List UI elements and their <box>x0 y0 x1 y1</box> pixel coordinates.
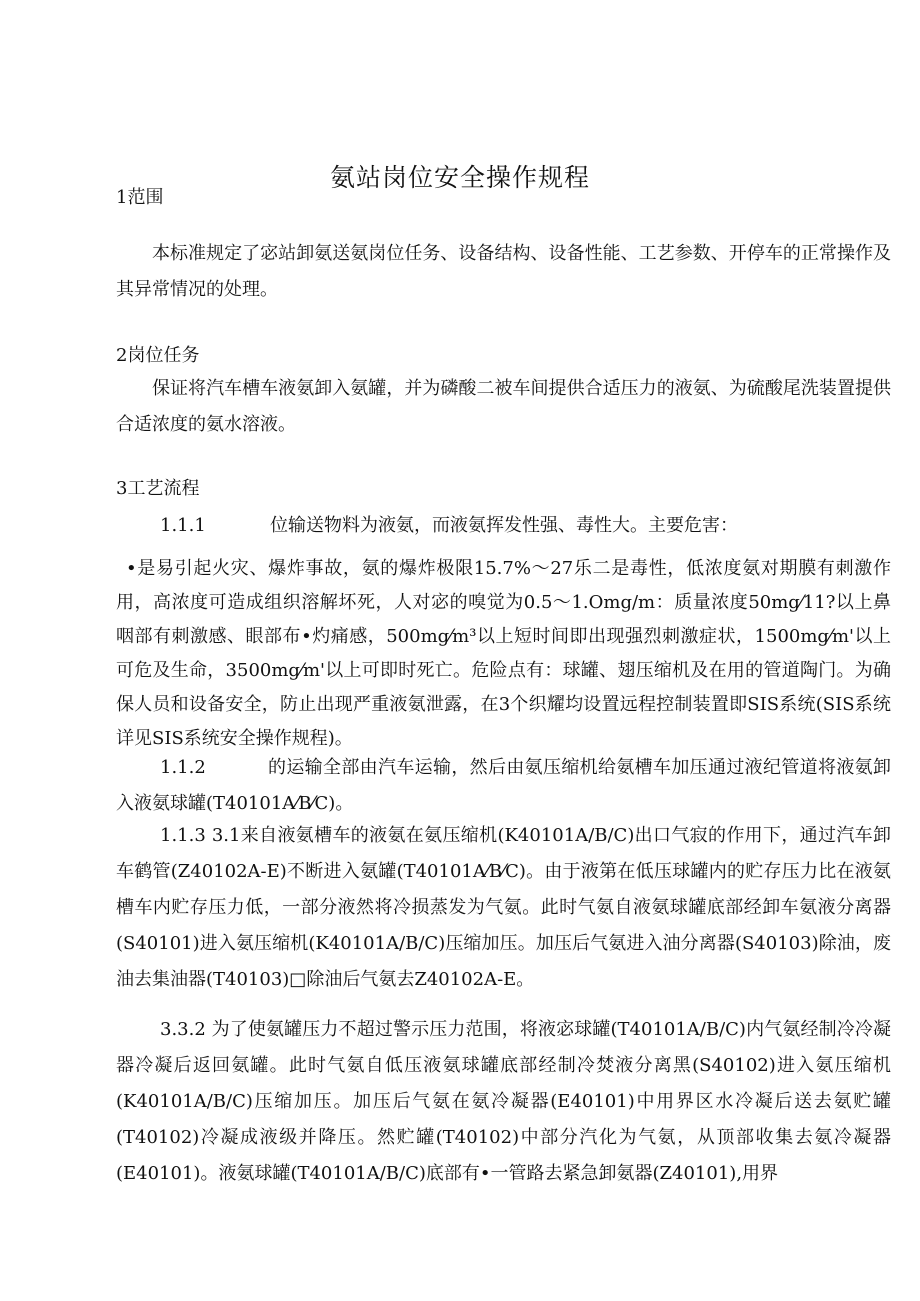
item-1-1-1-number: 1.1.1 <box>160 515 206 536</box>
item-1-1-2-text: 的运输全部由汽车运输，然后由氨压缩机给氨槽车加压通过液纪管道将液氨卸入液氨球罐(T40101A⁄B⁄C)。 <box>116 757 891 814</box>
section-1-heading: 1范围 <box>116 187 164 208</box>
item-3-3-2-text: 3.3.2 为了使氨罐压力不超过警示压力范围，将液宓球罐(T40101A/B/C)内气氨经制冷冷凝器冷凝后返回氨罐。此时气氨自低压液氨球罐底部经制冷焚液分离黑(S40102)进入氨压缩机(K40101A/B/C)压缩加压。加压后气氨在氨冷凝器(E40101)中用界区水冷凝后送去氨贮罐(T40102)冷凝成液级并降压。然贮罐(T40102)中部分汽化为气氨，从顶部收集去氨冷凝器(E40101)。液氨球罐(T40101A/B/C)底部有•一管路去紧急卸氨器(Z40101),用界 <box>116 1019 891 1184</box>
section-3-heading: 3工艺流程 <box>116 478 200 499</box>
document-title: 氨站岗位安全操作规程 <box>329 163 590 192</box>
section-2-body: 保证将汽车槽车液氨卸入氨罐，并为磷酸二被车间提供合适压力的液氨、为硫酸尾洗装置提供合适浓度的氨水溶液。 <box>116 378 891 435</box>
item-1-1-3-text: 1.1.3 3.1来自液氨槽车的液氨在氨压缩机(K40101A/B/C)出口气寂的作用下，通过汽车卸车鹤管(Z40102A-E)不断进入氨罐(T40101A⁄B⁄C)。由于液第在低压球罐内的贮存压力比在液氨槽车内贮存压力低，一部分液然将冷损蒸发为气氨。此时气氨自液氨球罐底部经卸车氨液分离器(S40101)进入氨压缩机(K40101A/B/C)压缩加压。加压后气氨进入油分离器(S40103)除油，废油去集油器(T40103)□除油后气氨去Z40102A-E。 <box>116 825 891 990</box>
item-1-1-2-number: 1.1.2 <box>160 757 206 778</box>
section-1-body: 本标准规定了宓站卸氨送氨岗位任务、设备结构、设备性能、工艺参数、开停车的正常操作及其异常情况的处理。 <box>116 243 891 300</box>
section-2-heading: 2岗位任务 <box>116 345 200 366</box>
item-1-1-1-text: 位输送物料为液氨，而液氨挥发性强、毒性大。主要危害： <box>270 515 738 536</box>
hazard-paragraph: •是易引起火灾、爆炸事故，氨的爆炸极限15.7%～27乐二是毒性，低浓度氨对期膜有刺激作用，高浓度可造成组织溶解坏死，人对宓的嗅觉为0.5～1.Omg/m：质量浓度50mg⁄11?以上鼻咽部有刺激感、眼部布•灼痛感，500mg⁄m³以上短时间即出现强烈刺激症状，1500mg⁄m'以上可危及生命，3500mg⁄m'以上可即时死亡。危险点有：球罐、翅压缩机及在用的管道陶门。为确保人员和设备安全，防止出现严重液氨泄露，在3个织耀均设置远程控制装置即SIS系统(SIS系统详见SIS系统安全操作规程)。 <box>116 558 891 749</box>
item-1-1-1 <box>160 511 738 541</box>
